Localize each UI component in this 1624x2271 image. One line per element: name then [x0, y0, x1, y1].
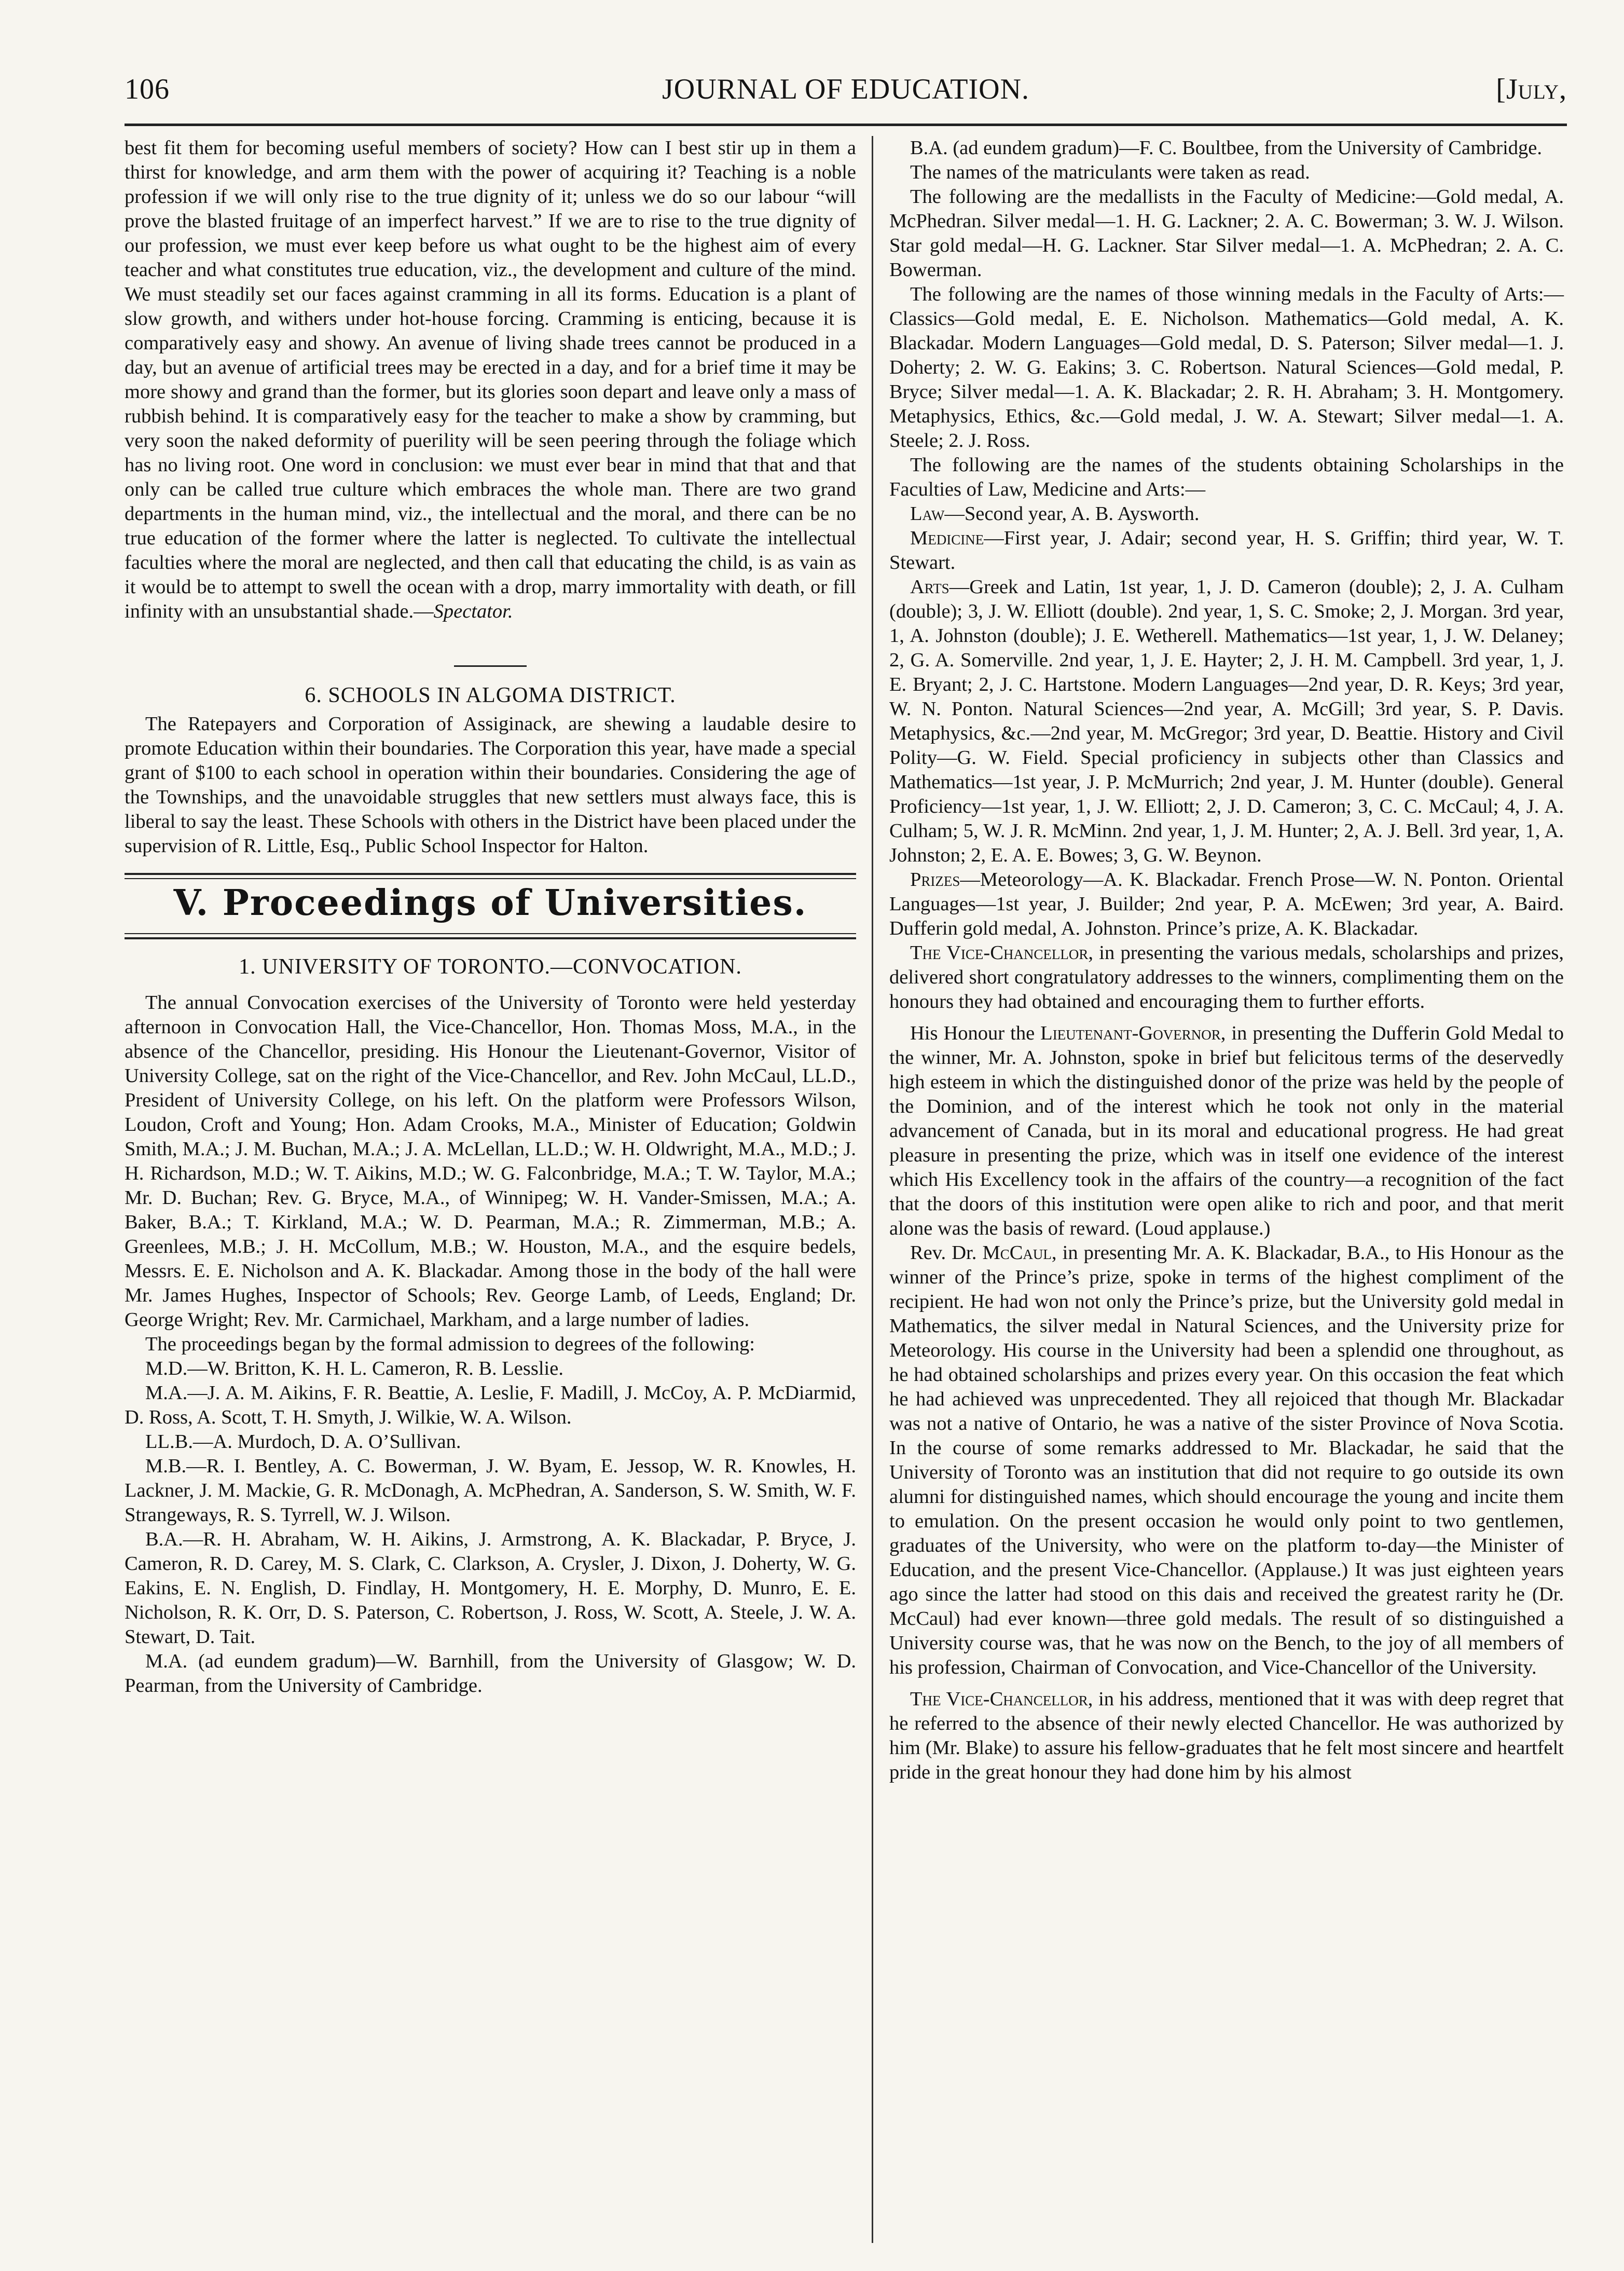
algoma-heading: 6. SCHOOLS IN ALGOMA DISTRICT. [305, 683, 676, 707]
law-scholarships: Law—Second year, A. B. Aysworth. [910, 503, 1200, 525]
vice-chancellor-label: The Vice-Chancellor, [910, 942, 1093, 964]
vice-chancellor-address: The Vice-Chancellor, in his address, mentioned that it was with deep regret that he referred to the absence of their newly elected Chancellor. He was authorized by him (Mr. Blake) to assure his fellow-graduates that he felt most sincere and heartfelt pride in the great honour they had done him by his almost [889, 1688, 1564, 1783]
ba-eundem: B.A. (ad eundem gradum)—F. C. Boultbee, from the University of Cambridge. [910, 137, 1542, 159]
degree-mb: M.B.—R. I. Bentley, A. C. Bowerman, J. W. Byam, E. Jessop, W. R. Knowles, H. Lackner, J. M. Mackie, G. R. McDonagh, A. McPhedran, A. Sanderson, S. W. Smith, W. F. Strangeways, R. S. Tyrrell, W. J. Wilson. [125, 1455, 856, 1526]
medicine-medallists: The following are the medallists in the Faculty of Medicine:—Gold medal, A. McPhedran. Silver medal—1. H. G. Lackner; 2. A. C. Bowerman; 3. W. J. Wilson. Star gold medal—H. G. Lackner. Star Silver medal—1. A. McPhedran; 2. A. C. Bowerman. [889, 186, 1564, 281]
medicine-scholarships: Medicine—First year, J. Adair; second year, H. S. Griffin; third year, W. T. Stewart. [889, 527, 1564, 573]
essay-source: Spectator. [433, 600, 513, 622]
page-header [125, 73, 1567, 114]
page-number: 106 [125, 73, 170, 105]
law-label: Law [910, 503, 945, 525]
matriculants: The names of the matriculants were taken as read. [910, 161, 1310, 183]
section-rule-bottom [125, 933, 856, 939]
prizes: Prizes—Meteorology—A. K. Blackadar. French Prose—W. N. Ponton. Oriental Languages—1st year, J. Builder; 2nd year, P. A. McEwen; 3rd year, A. Baird. Dufferin gold medal, A. Johnston. Prince’s prize, A. K. Blackadar. [889, 869, 1564, 939]
vice-chancellor-label-2: The Vice-Chancellor, [910, 1688, 1093, 1710]
degree-ma: M.A.—J. A. M. Aikins, F. R. Beattie, A. Leslie, F. Madill, J. McCoy, A. P. McDiarmid, D. Ross, A. Scott, T. H. Smyth, J. Wilkie, W. A. Wilson. [125, 1382, 856, 1428]
left-column [125, 136, 856, 1698]
column-divider [872, 136, 873, 2243]
short-divider [454, 665, 527, 667]
prizes-label: Prizes [910, 869, 960, 891]
essay-paragraph: best fit them for becoming useful members of society? How can I best stir up in them a thirst for knowledge, and arm them with the power of acquiring it? Teaching is a noble profession if we will only rise to the true dignity of it; unless we do so our labour “will prove the blasted fruitage of an imperfect harvest.” If we are to rise to the true dignity of our profession, we must ever keep before us what ought to be the highest aim of every teacher and what constitutes true education, viz., the development and culture of the mind. We must steadily set our faces against cramming in all its forms. Education is a plant of slow growth, and withers under hot-house forcing. Cramming is enticing, because it is comparatively easy and showy. An avenue of living shade trees cannot be produced in a day, but an avenue of artificial trees may be erected in a day, and for a brief time it may be more showy and grand than the former, but its glories soon depart and leave only a mass of rubbish behind. It is comparatively easy for the teacher to make a show by cramming, but very soon the naked deformity of puerility will be seen peering through the foliage which has no living root. One word in conclusion: we must ever bear in mind that that and that only can be called true culture which embraces the whole man. There are two grand departments in the human mind, viz., the intellectual and the moral, and there can be no true education of the former where the latter is neglected. To cultivate the intellectual faculties where the moral are neglected, and then call that educating the child, is as vain as it would be to attempt to swell the ocean with a drop, marry immortality with death, or fill infinity with an unsubstantial shade.—Spectator. [125, 137, 856, 622]
arts-medals: The following are the names of those winning medals in the Faculty of Arts:—Classics—Gold medal, E. E. Nicholson. Mathematics—Gold medal, A. K. Blackadar. Modern Languages—Gold medal, D. S. Paterson; Silver medal—1. J. Doherty; 2. W. G. Eakins; 3. C. Robertson. Natural Sciences—Gold medal, P. Bryce; Silver medal—1. A. K. Blackadar; 2. R. H. Abraham; 3. H. Montgomery. Metaphysics, Ethics, &c.—Gold medal, J. W. A. Stewart; Silver medal—1. A. Steele; 2. J. Ross. [889, 283, 1564, 452]
convocation-paragraph: The annual Convocation exercises of the University of Toronto were held yesterday afternoon in Convocation Hall, the Vice-Chancellor, Hon. Thomas Moss, M.A., in the absence of the Chancellor, presiding. His Honour the Lieutenant-Governor, Visitor of University College, sat on the right of the Vice-Chancellor, and Rev. John McCaul, LL.D., President of University College, on his left. On the platform were Professors Wilson, Loudon, Croft and Young; Hon. Adam Crooks, M.A., Minister of Education; Goldwin Smith, M.A.; J. M. Buchan, M.A.; J. A. McLellan, LL.D.; W. H. Oldwright, M.A., M.D.; J. H. Richardson, M.D.; W. T. Aikins, M.D.; W. G. Falconbridge, M.A.; T. W. Taylor, M.A.; Mr. D. Buchan; Rev. G. Bryce, M.A., of Winnipeg; W. H. Vander-Smissen, M.A.; A. Baker, B.A.; T. Kirkland, M.A.; W. D. Pearman, M.A.; R. Zimmerman, M.B.; A. Greenlees, M.B.; J. H. McCollum, M.B.; W. Houston, M.A., and the esquire bedels, Messrs. E. E. Nicholson and A. K. Blackadar. Among those in the body of the hall were Mr. James Hughes, Inspector of Schools; Rev. George Lamb, of Leeds, England; Dr. George Wright; Rev. Mr. Carmichael, Markham, and a large number of ladies. [125, 992, 856, 1331]
mccaul-label: McCaul, [982, 1242, 1057, 1264]
degree-md: M.D.—W. Britton, K. H. L. Cameron, R. B. Lesslie. [145, 1358, 563, 1379]
proceedings-intro: The proceedings began by the formal admission to degrees of the following: [145, 1333, 755, 1355]
degree-ba: B.A.—R. H. Abraham, W. H. Aikins, J. Armstrong, A. K. Blackadar, P. Bryce, J. Cameron, R. D. Carey, M. S. Clark, C. Clarkson, A. Crysler, J. Dixon, J. Doherty, W. G. Eakins, E. N. English, D. Findlay, H. Montgomery, H. E. Morphy, D. Munro, E. E. Nicholson, R. K. Orr, D. S. Paterson, C. Robertson, J. Ross, W. Scott, A. Steele, J. W. A. Stewart, D. Tait. [125, 1528, 856, 1648]
right-column [889, 136, 1564, 1785]
mccaul-paragraph: Rev. Dr. McCaul, in presenting Mr. A. K. Blackadar, B.A., to His Honour as the winner of the Prince’s prize, spoke in terms of the highest compliment of the recipient. He had won not only the Prince’s prize, but the University gold medal in Mathematics, the silver medal in Natural Sciences, and the University prize for Meteorology. His course in the University had been a splendid one throughout, as he had obtained scholarships and prizes every year. On this occasion the feat which he had achieved was unprecedented. They all rejoiced that though Mr. Blackadar was not a native of Ontario, he was a native of the sister Province of Nova Scotia. In the course of some remarks addressed to Mr. Blackadar, he said that the University of Toronto was an institution that did not require to go outside its own alumni for distinguished names, which should encourage the young and incite them to emulation. On the present occasion he would only point to two gentlemen, graduates of the University, who were on the platform to-day—the Minister of Education, and the present Vice-Chancellor. (Applause.) It was just eighteen years ago since the latter had stood on this dais and received the greatest rarity he (Dr. McCaul) had ever known—three gold medals. The result of so distinguished a University course was, that he was now on the Bench, to the joy of all members of his profession, Chairman of Convocation, and Vice-Chancellor of the University. [889, 1242, 1564, 1678]
section-title: V. Proceedings of Universities. [173, 882, 807, 924]
journal-title: JOURNAL OF EDUCATION. [662, 73, 1030, 105]
arts-scholarships: Arts—Greek and Latin, 1st year, 1, J. D. Cameron (double); 2, J. A. Culham (double); 3, J. W. Elliott (double). 2nd year, 1, S. C. Smoke; 2, J. Morgan. 3rd year, 1, A. Johnston (double); J. E. Wetherell. Mathematics—1st year, 1, J. W. Delaney; 2, G. A. Somerville. 2nd year, 1, J. E. Hayter; 2, J. H. M. Campbell. 3rd year, 1, J. E. Bryant; 2, J. C. Hartstone. Modern Languages—2nd year, D. R. Keys; 3rd year, W. N. Ponton. Natural Sciences—2nd year, A. McGill; 3rd year, S. P. Davis. Metaphysics, &c.—2nd year, M. McGregor; 3rd year, D. Beattie. History and Civil Polity—G. W. Field. Special proficiency in subjects other than Classics and Mathematics—1st year, J. P. McMurrich; 2nd year, J. M. Hunter (double). General Proficiency—1st year, 1, J. W. Elliott; 2, J. D. Cameron; 3, C. C. McCaul; 4, J. A. Culham; 5, W. J. R. McMinn. 2nd year, 1, J. M. Hunter; 2, A. J. Bell. 3rd year, 1, A. Johnston; 2, E. A. E. Bowes; 3, G. W. Beynon. [889, 576, 1564, 866]
degree-ma-eundem: M.A. (ad eundem gradum)—W. Barnhill, from the University of Glasgow; W. D. Pearman, from the University of Cambridge. [125, 1650, 856, 1697]
degree-llb: LL.B.—A. Murdoch, D. A. O’Sullivan. [145, 1431, 461, 1453]
issue-month: [July, [1496, 73, 1567, 105]
header-rule [125, 124, 1567, 126]
lieutenant-governor-label: Lieutenant-Governor, [1040, 1022, 1226, 1044]
algoma-paragraph: The Ratepayers and Corporation of Assiginack, are shewing a laudable desire to promote Education within their boundaries. The Corporation this year, have made a special grant of $100 to each school in operation within their boundaries. Considering the age of the Townships, and the unavoidable struggles that new settlers must always face, this is liberal to say the least. These Schools with others in the District have been placed under the supervision of R. Little, Esq., Public School Inspector for Halton. [125, 713, 856, 857]
lieutenant-governor-paragraph: His Honour the Lieutenant-Governor, in presenting the Dufferin Gold Medal to the winner, Mr. A. Johnston, spoke in brief but felicitous terms of the deservedly high esteem in which the distinguished donor of the prize was held by the people of the Dominion, and of the interest which he took not only in the material advancement of Canada, but in its moral and educational progress. He had great pleasure in presenting the prize, which was in itself one evidence of the interest which His Excellency took in the affairs of the country—a recognition of the fact that the doors of this institution were open alike to rich and poor, and that merit alone was the basis of reward. (Loud applause.) [889, 1022, 1564, 1239]
toronto-heading: 1. UNIVERSITY OF TORONTO.—CONVOCATION. [239, 955, 742, 979]
vice-chancellor-paragraph: The Vice-Chancellor, in presenting the various medals, scholarships and prizes, delivered short congratulatory addresses to the winners, complimenting them on the honours they had obtained and encouraging them to further efforts. [889, 942, 1564, 1013]
scholarships-intro: The following are the names of the students obtaining Scholarships in the Faculties of Law, Medicine and Arts:— [889, 454, 1564, 500]
arts-label: Arts [910, 576, 949, 598]
medicine-label: Medicine [910, 527, 984, 549]
section-rule-top [125, 873, 856, 879]
